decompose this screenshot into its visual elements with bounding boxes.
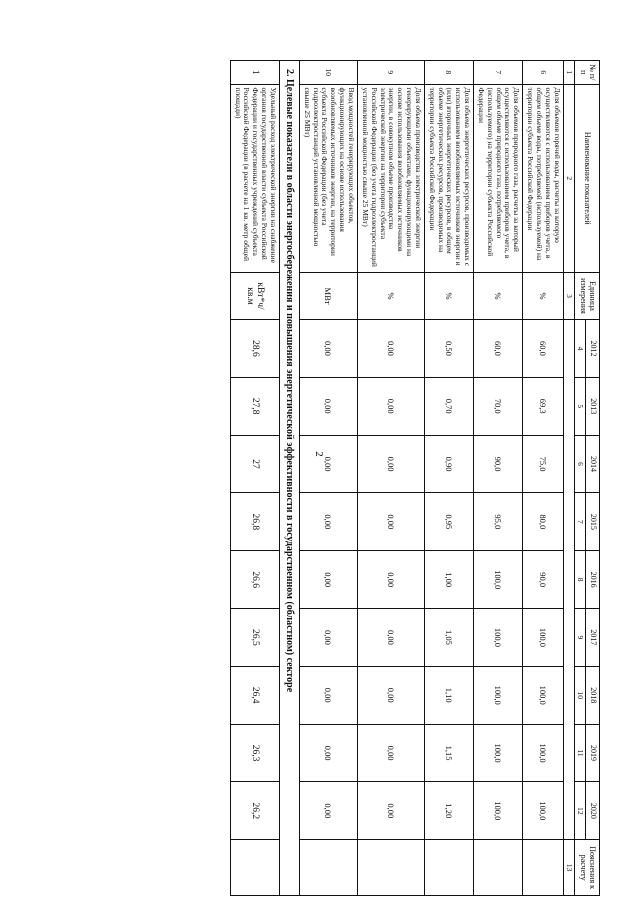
table-row [523,61,563,896]
value-cell: 1,15 [424,724,473,782]
note-cell [523,840,563,896]
value-cell: 0,00 [357,724,424,782]
row-number: 6 [523,61,563,85]
value-cell: 0,90 [424,435,473,493]
row-number: 10 [299,61,357,85]
value-cell: 100,0 [523,724,563,782]
value-cell: 1,05 [424,609,473,667]
value-cell: 0,00 [299,724,357,782]
value-cell: 0,00 [357,609,424,667]
value-cell: 0,00 [299,782,357,840]
header-year: 2017 [586,609,600,667]
header-note: Пояснения к расчету [574,840,599,896]
header-year: 2019 [586,724,600,782]
indicator-name: Доля объемов горячей воды, расчеты за которую осуществляются с использованием приборов учета, в общем объеме воды, потребляемой (используемой) на территории субъекта Российской Федерации [523,84,563,272]
row-number: 9 [357,61,424,85]
table-row [424,61,473,896]
header-row-1 [586,61,600,896]
header-year: 2014 [586,435,600,493]
value-cell: 100,0 [523,782,563,840]
value-cell: 0,00 [357,493,424,551]
table-row [474,61,523,896]
column-numbers-row-2 [563,61,574,896]
value-cell: 100,0 [474,666,523,724]
note-cell [299,840,357,896]
value-cell: 1,20 [424,782,473,840]
section-row [279,61,299,896]
value-cell: 27 [230,435,279,493]
header-year: 2016 [586,551,600,609]
value-cell: 75,0 [523,435,563,493]
value-cell: 70,0 [474,377,523,435]
value-cell: 90,0 [523,551,563,609]
value-cell: 0,00 [299,320,357,378]
column-number: 1 [563,61,574,85]
value-cell: 100,0 [523,609,563,667]
indicator-name: Ввод мощностей генерирующих объектов, функционирующих на основе использования возобновляемых источников энергии, на территории субъекта Российской Федерации (без учета гидроэлектростанций установленной мощностью свыше 25 МВт) [299,84,357,272]
value-cell: 80,0 [523,493,563,551]
table-row [230,61,279,896]
column-number: 12 [574,782,585,840]
indicator-name: Удельный расход электрической энергии на снабжение органов государственной власти субъекта Российской Федерации и государственных учреждений субъекта Российской Федерации (в расчете на 1 кв. метр общей площади) [230,84,279,272]
value-cell: 26,3 [230,724,279,782]
value-cell: 0,00 [357,377,424,435]
row-number: 1 [230,61,279,85]
table-row [299,61,357,896]
row-number: 8 [424,61,473,85]
value-cell: 26,8 [230,493,279,551]
value-cell: 0,00 [299,493,357,551]
value-cell: 1,00 [424,551,473,609]
section-title: 2. Целевые показатели в области энергосбережения и повышения энергетической эффективности в государственном (областном) секторе [279,61,299,896]
column-number: 10 [574,666,585,724]
value-cell: 26,2 [230,782,279,840]
value-cell: 27,8 [230,377,279,435]
value-cell: 0,95 [424,493,473,551]
value-cell: 26,5 [230,609,279,667]
note-cell [357,840,424,896]
unit-cell: % [523,272,563,319]
value-cell: 0,00 [357,435,424,493]
value-cell: 0,00 [299,666,357,724]
column-number: 11 [574,724,585,782]
column-number: 3 [563,272,574,319]
value-cell: 60,0 [523,320,563,378]
indicator-name: Доля объемов природного газа, расчеты за который осуществляются с использованием приборов учета, в общем объеме природного газа, потребляемого (используемого) на территории субъекта Российской Федерации [474,84,523,272]
value-cell: 1,10 [424,666,473,724]
column-number-spacer [563,320,574,840]
value-cell: 26,6 [230,551,279,609]
column-number: 9 [574,609,585,667]
value-cell: 60,0 [474,320,523,378]
indicators-table [230,60,600,896]
value-cell: 100,0 [523,666,563,724]
note-cell [424,840,473,896]
value-cell: 100,0 [474,551,523,609]
header-unit: Единица измерения [574,272,599,319]
value-cell: 0,00 [357,666,424,724]
value-cell: 100,0 [474,609,523,667]
value-cell: 90,0 [474,435,523,493]
value-cell: 100,0 [474,782,523,840]
value-cell: 0,00 [299,377,357,435]
header-year: 2020 [586,782,600,840]
value-cell: 0,50 [424,320,473,378]
value-cell: 28,6 [230,320,279,378]
unit-cell: % [424,272,473,319]
unit-cell: МВт [299,272,357,319]
unit-cell: % [474,272,523,319]
note-cell [474,840,523,896]
page-number: 2 [312,451,325,457]
value-cell: 0,00 [299,435,357,493]
indicator-name: Доля объема производства электрической энергии генерирующими объектами, функционирующими на основе использования возобновляемых источников энергии, в совокупном объеме производства электрической энергии на территории субъекта Российской Федерации (без учета гидроэлектростанций установленной мощностью свыше 25 МВт) [357,84,424,272]
value-cell: 95,0 [474,493,523,551]
unit-cell: кВт*ч/кв.м [230,272,279,319]
column-number: 13 [563,840,574,896]
value-cell: 0,00 [299,609,357,667]
row-number: 7 [474,61,523,85]
column-number: 4 [574,320,585,378]
value-cell: 100,0 [474,724,523,782]
header-name: Наименование показателей [574,84,599,272]
column-number: 8 [574,551,585,609]
header-year: 2012 [586,320,600,378]
note-cell [230,840,279,896]
header-num: № п/п [574,61,599,85]
indicator-name: Доля объема энергетических ресурсов, производимых с использованием возобновляемых источников энергии и (или) вторичных энергетических ресурсов, в общем объеме энергетических ресурсов, производимых на территории субъекта Российской Федерации [424,84,473,272]
value-cell: 69,3 [523,377,563,435]
header-year: 2013 [586,377,600,435]
value-cell: 26,4 [230,666,279,724]
column-number: 7 [574,493,585,551]
value-cell: 0,00 [357,782,424,840]
value-cell: 0,70 [424,377,473,435]
header-year: 2018 [586,666,600,724]
column-number: 5 [574,377,585,435]
header-year: 2015 [586,493,600,551]
value-cell: 0,00 [357,551,424,609]
column-number: 2 [563,84,574,272]
table-row [357,61,424,896]
column-number: 6 [574,435,585,493]
value-cell: 0,00 [357,320,424,378]
value-cell: 0,00 [299,551,357,609]
unit-cell: % [357,272,424,319]
